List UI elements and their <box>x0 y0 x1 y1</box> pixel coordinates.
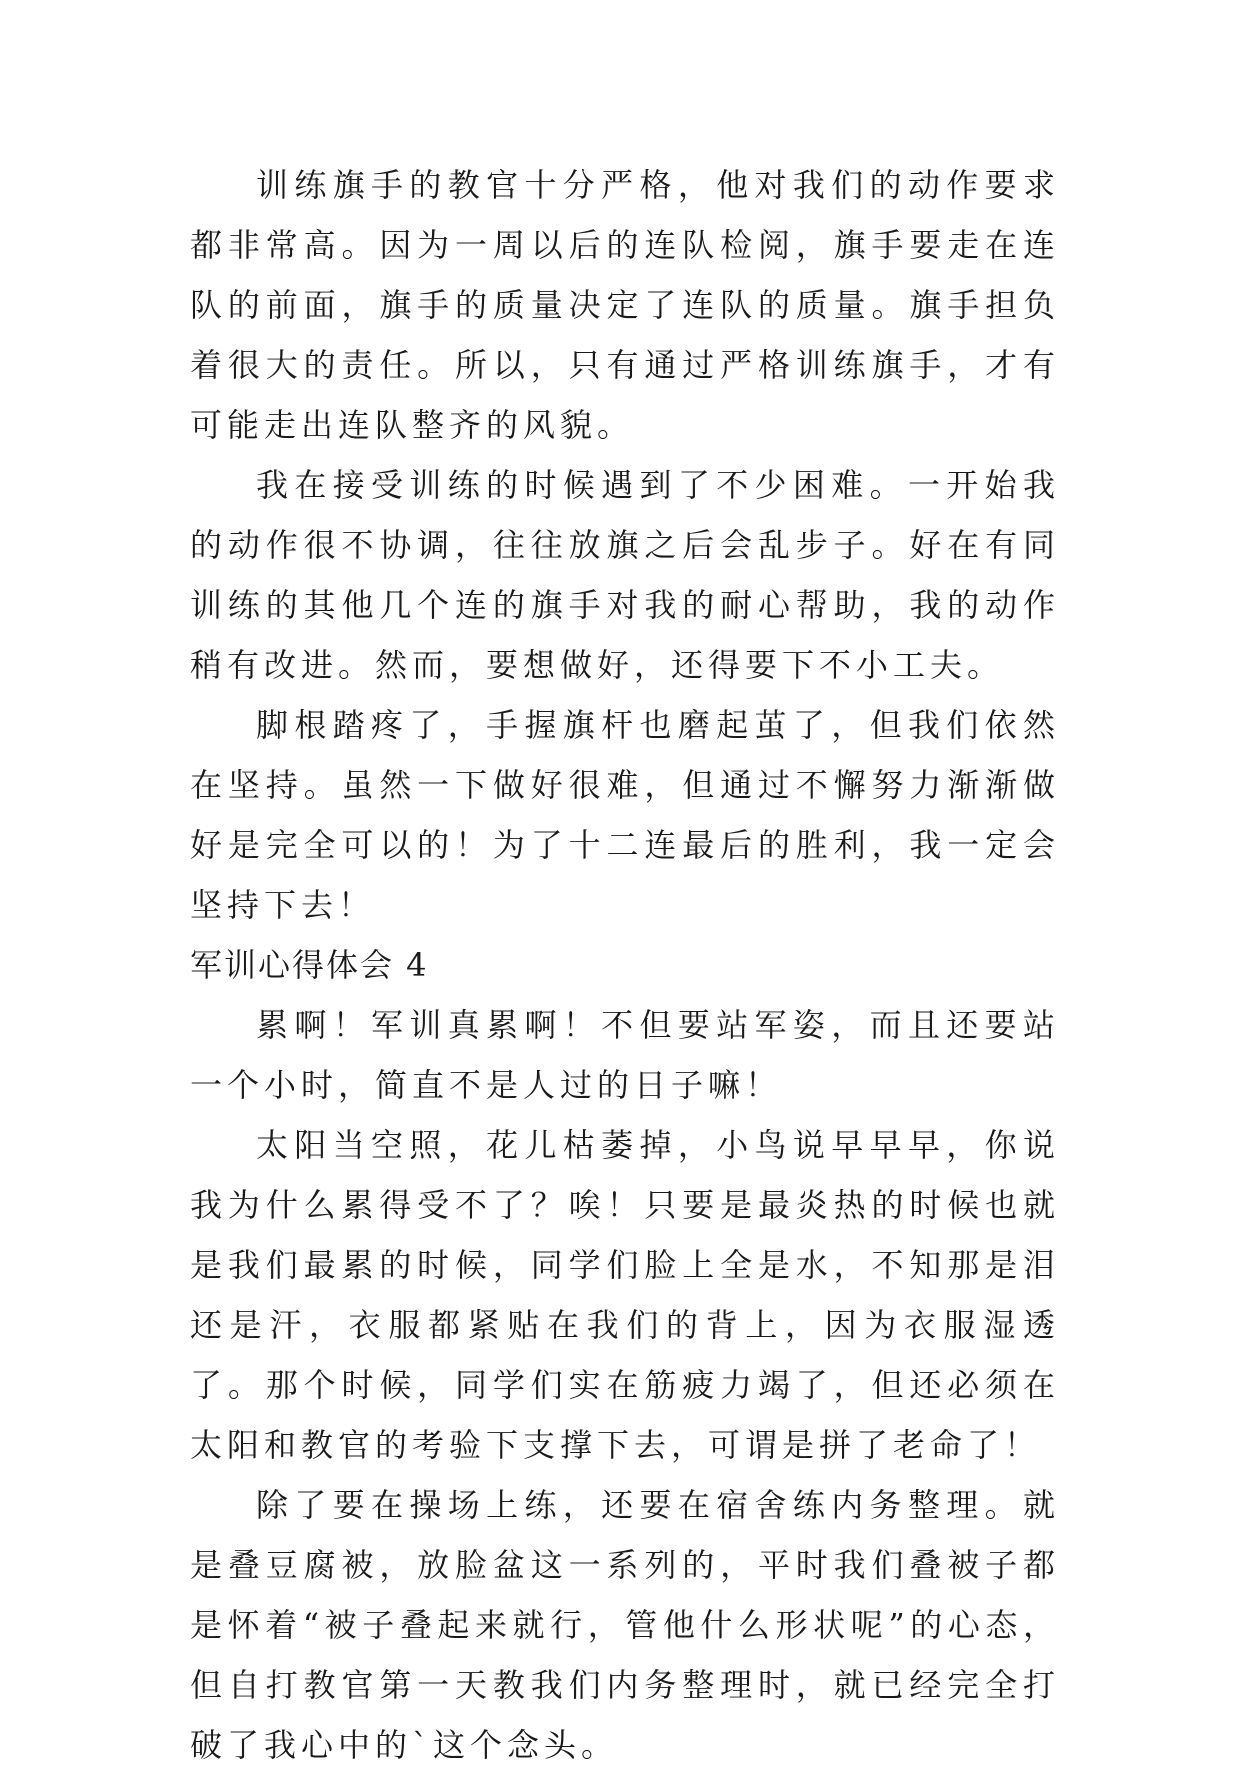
section-heading: 军训心得体会 4 <box>190 946 429 984</box>
paragraph-flag-training-strict: 训练旗手的教官十分严格，他对我们的动作要求都非常高。因为一周以后的连队检阅，旗手要走在连队的前面，旗手的质量决定了连队的质量。旗手担负着很大的责任。所以，只有通过严格训练旗手，才有可能走出连队整齐的风貌。 <box>190 166 1060 444</box>
paragraph-persistence: 脚根踏疼了，手握旗杆也磨起茧了，但我们依然在坚持。虽然一下做好很难，但通过不懈努力渐渐做好是完全可以的！为了十二连最后的胜利，我一定会坚持下去！ <box>190 706 1060 924</box>
paragraph-tired: 累啊！军训真累啊！不但要站军姿，而且还要站一个小时，简直不是人过的日子嘛！ <box>190 1006 1060 1104</box>
paragraph-training-difficulties: 我在接受训练的时候遇到了不少困难。一开始我的动作很不协调，往往放旗之后会乱步子。好在有同训练的其他几个连的旗手对我的耐心帮助，我的动作稍有改进。然而，要想做好，还得要下不小工夫。 <box>190 466 1060 684</box>
document-body <box>190 155 1060 1775</box>
paragraph-dorm-tidying: 除了要在操场上练，还要在宿舍练内务整理。就是叠豆腐被，放脸盆这一系列的，平时我们叠被子都是怀着“被子叠起来就行，管他什么形状呢”的心态，但自打教官第一天教我们内务整理时，就已经完全打破了我心中的`这个念头。 <box>190 1486 1060 1764</box>
paragraph-hot-sun: 太阳当空照，花儿枯萎掉，小鸟说早早早，你说我为什么累得受不了？唉！只要是最炎热的时候也就是我们最累的时候，同学们脸上全是水，不知那是泪还是汗，衣服都紧贴在我们的背上，因为衣服湿透了。那个时候，同学们实在筋疲力竭了，但还必须在太阳和教官的考验下支撑下去，可谓是拼了老命了！ <box>190 1126 1060 1464</box>
